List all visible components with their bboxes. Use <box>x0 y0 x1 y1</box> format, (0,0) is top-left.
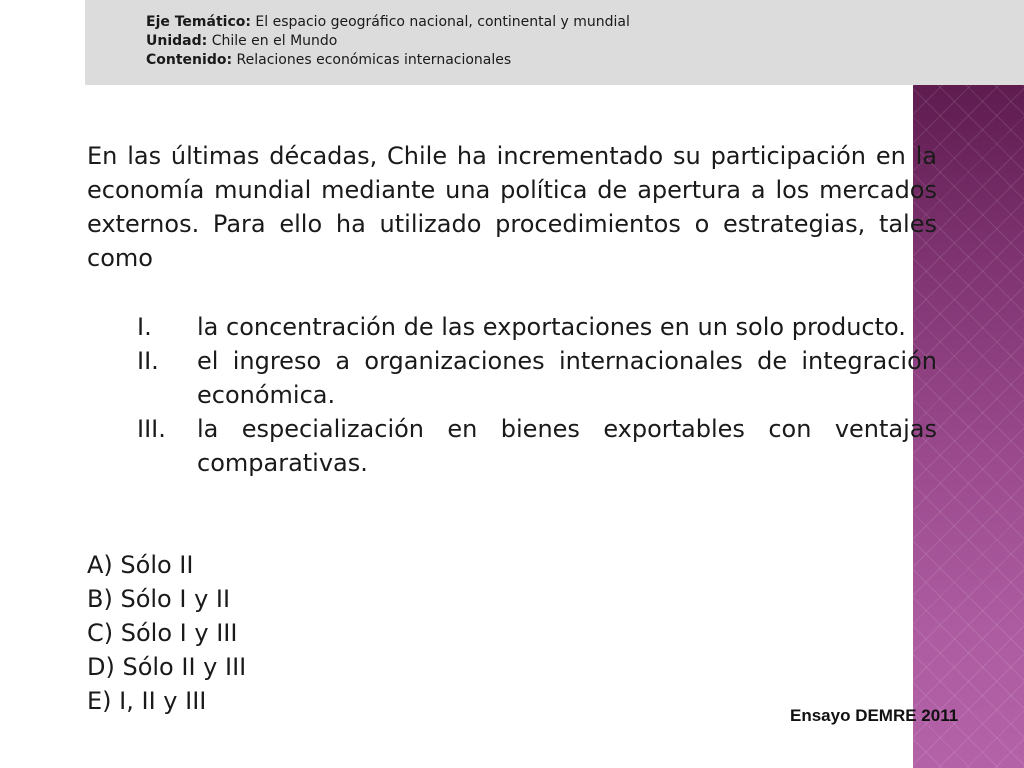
contenido-value: Relaciones económicas internacionales <box>236 52 512 68</box>
option-a[interactable]: A) Sólo II <box>87 551 194 579</box>
option-c[interactable]: C) Sólo I y III <box>87 619 238 647</box>
unidad-label: Unidad: <box>146 33 208 49</box>
statement-number: II. <box>137 347 159 375</box>
option-b[interactable]: B) Sólo I y II <box>87 585 231 613</box>
statement-text: la especialización en bienes exportables con ventajas comparativas. <box>197 415 937 477</box>
option-e[interactable]: E) I, II y III <box>87 687 207 715</box>
statement-list <box>87 310 937 480</box>
statement-item <box>87 310 937 344</box>
source-citation: Ensayo DEMRE 2011 <box>790 706 959 725</box>
statement-text: el ingreso a organizaciones internacionales de integración económica. <box>197 347 937 409</box>
statement-text: la concentración de las exportaciones en un solo producto. <box>197 313 906 341</box>
statement-number: I. <box>137 313 152 341</box>
statement-item <box>87 412 937 480</box>
header-unidad <box>146 32 630 51</box>
eje-value: El espacio geográfico nacional, continental y mundial <box>255 14 630 30</box>
option-d[interactable]: D) Sólo II y III <box>87 653 247 681</box>
contenido-label: Contenido: <box>146 52 233 68</box>
header-info <box>146 13 630 70</box>
header-eje <box>146 13 630 32</box>
unidad-value: Chile en el Mundo <box>211 33 338 49</box>
header-contenido <box>146 51 630 70</box>
statement-number: III. <box>137 415 166 443</box>
eje-label: Eje Temático: <box>146 14 251 30</box>
answer-options <box>87 548 246 718</box>
question-stem: En las últimas décadas, Chile ha incrementado su participación en la economía mundial mediante una política de apertura a los mercados externos. Para ello ha utilizado procedimientos o estrategias, tales como <box>87 142 937 272</box>
statement-item <box>87 344 937 412</box>
